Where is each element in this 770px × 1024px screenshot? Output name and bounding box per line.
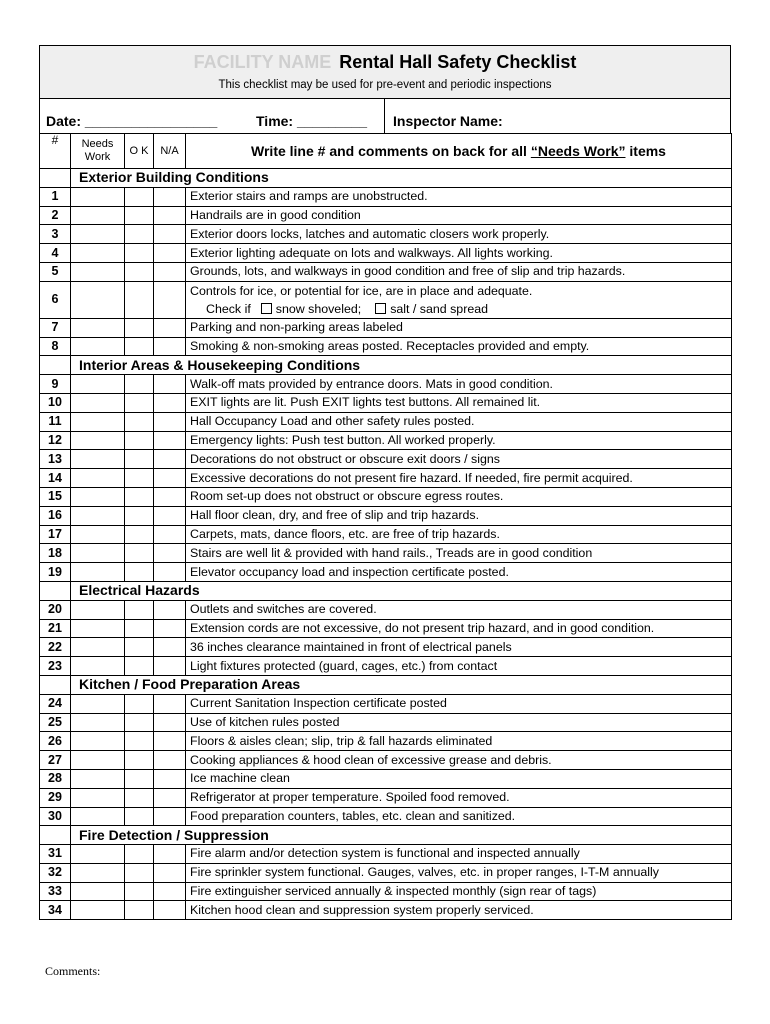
checklist-row bbox=[40, 807, 732, 826]
checklist-row bbox=[40, 845, 732, 864]
line-number: 24 bbox=[40, 694, 71, 713]
needs-work-checkbox-cell[interactable] bbox=[71, 863, 125, 882]
col-na-header: N/A bbox=[154, 134, 186, 169]
checklist-row bbox=[40, 769, 732, 788]
needs-work-checkbox-cell[interactable] bbox=[71, 807, 125, 826]
checklist-row bbox=[40, 244, 732, 263]
na-checkbox-cell[interactable] bbox=[154, 751, 186, 770]
na-checkbox-cell[interactable] bbox=[154, 225, 186, 244]
section-title: Interior Areas & Housekeeping Conditions bbox=[71, 356, 732, 375]
line-number: 6 bbox=[40, 281, 71, 318]
checklist-row bbox=[40, 375, 732, 394]
needs-work-checkbox-cell[interactable] bbox=[71, 375, 125, 394]
checklist-item-text: Fire alarm and/or detection system is functional and inspected annually bbox=[186, 845, 732, 864]
na-checkbox-cell[interactable] bbox=[154, 393, 186, 412]
checklist-title: Rental Hall Safety Checklist bbox=[339, 52, 577, 72]
na-checkbox-cell[interactable] bbox=[154, 506, 186, 525]
needs-work-checkbox-cell[interactable] bbox=[71, 901, 125, 920]
checklist-item-text: Room set-up does not obstruct or obscure egress routes. bbox=[186, 487, 732, 506]
line-number: 2 bbox=[40, 206, 71, 225]
checklist-item-text: Current Sanitation Inspection certificate posted bbox=[186, 694, 732, 713]
ok-checkbox-cell[interactable] bbox=[125, 732, 154, 751]
needs-work-checkbox-cell[interactable] bbox=[71, 206, 125, 225]
ok-checkbox-cell[interactable] bbox=[125, 845, 154, 864]
needs-work-checkbox-cell[interactable] bbox=[71, 244, 125, 263]
needs-work-checkbox-cell[interactable] bbox=[71, 769, 125, 788]
needs-work-checkbox-cell[interactable] bbox=[71, 694, 125, 713]
checklist-row bbox=[40, 318, 732, 337]
line-number: 3 bbox=[40, 225, 71, 244]
checklist-row bbox=[40, 225, 732, 244]
checklist-row bbox=[40, 544, 732, 563]
date-field[interactable]: Date: _________________ bbox=[46, 113, 218, 129]
na-checkbox-cell[interactable] bbox=[154, 713, 186, 732]
line-number: 1 bbox=[40, 187, 71, 206]
line-number: 4 bbox=[40, 244, 71, 263]
checklist-item-text: Carpets, mats, dance floors, etc. are free of trip hazards. bbox=[186, 525, 732, 544]
na-checkbox-cell[interactable] bbox=[154, 318, 186, 337]
line-number: 17 bbox=[40, 525, 71, 544]
na-checkbox-cell[interactable] bbox=[154, 262, 186, 281]
col-needs-work-header: Needs Work bbox=[71, 134, 125, 169]
needs-work-checkbox-cell[interactable] bbox=[71, 487, 125, 506]
column-header-row bbox=[40, 134, 732, 169]
line-number: 26 bbox=[40, 732, 71, 751]
ok-checkbox-cell[interactable] bbox=[125, 469, 154, 488]
section-number-cell bbox=[40, 826, 71, 845]
checklist-item-text: Emergency lights: Push test button. All worked properly. bbox=[186, 431, 732, 450]
ok-checkbox-cell[interactable] bbox=[125, 450, 154, 469]
na-checkbox-cell[interactable] bbox=[154, 281, 186, 318]
section-header bbox=[40, 675, 732, 694]
checklist-row bbox=[40, 751, 732, 770]
line-number: 7 bbox=[40, 318, 71, 337]
checklist-row bbox=[40, 281, 732, 318]
checklist-row bbox=[40, 657, 732, 676]
checklist-item-text: Parking and non-parking areas labeled bbox=[186, 318, 732, 337]
checklist-row bbox=[40, 732, 732, 751]
salt-sand-label: salt / sand spread bbox=[390, 301, 488, 316]
checklist-row bbox=[40, 525, 732, 544]
checklist-item-text: Excessive decorations do not present fire hazard. If needed, fire permit acquired. bbox=[186, 469, 732, 488]
needs-work-checkbox-cell[interactable] bbox=[71, 713, 125, 732]
na-checkbox-cell[interactable] bbox=[154, 469, 186, 488]
line-number: 22 bbox=[40, 638, 71, 657]
na-checkbox-cell[interactable] bbox=[154, 450, 186, 469]
checklist-row bbox=[40, 694, 732, 713]
checklist-item-text: Fire sprinkler system functional. Gauges, valves, etc. in proper ranges, I-T-M annually bbox=[186, 863, 732, 882]
checklist-row bbox=[40, 882, 732, 901]
ok-checkbox-cell[interactable] bbox=[125, 393, 154, 412]
ok-checkbox-cell[interactable] bbox=[125, 863, 154, 882]
needs-work-checkbox-cell[interactable] bbox=[71, 469, 125, 488]
line-number: 13 bbox=[40, 450, 71, 469]
checklist-row bbox=[40, 412, 732, 431]
line-number: 33 bbox=[40, 882, 71, 901]
checklist-item-text: Outlets and switches are covered. bbox=[186, 600, 732, 619]
na-checkbox-cell[interactable] bbox=[154, 638, 186, 657]
section-title: Fire Detection / Suppression bbox=[71, 826, 732, 845]
na-checkbox-cell[interactable] bbox=[154, 244, 186, 263]
section-header bbox=[40, 356, 732, 375]
na-checkbox-cell[interactable] bbox=[154, 187, 186, 206]
line-number: 8 bbox=[40, 337, 71, 356]
checklist-item-text: Walk-off mats provided by entrance doors. Mats in good condition. bbox=[186, 375, 732, 394]
needs-work-checkbox-cell[interactable] bbox=[71, 337, 125, 356]
ok-checkbox-cell[interactable] bbox=[125, 281, 154, 318]
na-checkbox-cell[interactable] bbox=[154, 769, 186, 788]
needs-work-checkbox-cell[interactable] bbox=[71, 525, 125, 544]
checklist-item-text bbox=[186, 281, 732, 318]
ok-checkbox-cell[interactable] bbox=[125, 807, 154, 826]
ok-checkbox-cell[interactable] bbox=[125, 788, 154, 807]
line-number: 11 bbox=[40, 412, 71, 431]
ok-checkbox-cell[interactable] bbox=[125, 318, 154, 337]
checklist-item-text: Floors & aisles clean; slip, trip & fall hazards eliminated bbox=[186, 732, 732, 751]
snow-shoveled-checkbox[interactable] bbox=[261, 303, 272, 314]
checklist-item-text: Light fixtures protected (guard, cages, etc.) from contact bbox=[186, 657, 732, 676]
needs-work-checkbox-cell[interactable] bbox=[71, 600, 125, 619]
ok-checkbox-cell[interactable] bbox=[125, 563, 154, 582]
ok-checkbox-cell[interactable] bbox=[125, 544, 154, 563]
checklist-row bbox=[40, 600, 732, 619]
ok-checkbox-cell[interactable] bbox=[125, 657, 154, 676]
checklist-row bbox=[40, 206, 732, 225]
checklist-row bbox=[40, 187, 732, 206]
section-title: Exterior Building Conditions bbox=[71, 169, 732, 188]
checklist-item-text: Refrigerator at proper temperature. Spoiled food removed. bbox=[186, 788, 732, 807]
line-number: 19 bbox=[40, 563, 71, 582]
na-checkbox-cell[interactable] bbox=[154, 525, 186, 544]
checklist-row bbox=[40, 563, 732, 582]
ok-checkbox-cell[interactable] bbox=[125, 882, 154, 901]
checklist-row bbox=[40, 863, 732, 882]
needs-work-checkbox-cell[interactable] bbox=[71, 563, 125, 582]
needs-work-checkbox-cell[interactable] bbox=[71, 845, 125, 864]
checklist-item-text: Kitchen hood clean and suppression system properly serviced. bbox=[186, 901, 732, 920]
na-checkbox-cell[interactable] bbox=[154, 337, 186, 356]
ok-checkbox-cell[interactable] bbox=[125, 751, 154, 770]
checklist-row bbox=[40, 487, 732, 506]
na-checkbox-cell[interactable] bbox=[154, 863, 186, 882]
line-number: 32 bbox=[40, 863, 71, 882]
ok-checkbox-cell[interactable] bbox=[125, 713, 154, 732]
ok-checkbox-cell[interactable] bbox=[125, 262, 154, 281]
na-checkbox-cell[interactable] bbox=[154, 882, 186, 901]
checklist-item-text: EXIT lights are lit. Push EXIT lights test buttons. All remained lit. bbox=[186, 393, 732, 412]
needs-work-checkbox-cell[interactable] bbox=[71, 412, 125, 431]
checklist-row bbox=[40, 713, 732, 732]
na-checkbox-cell[interactable] bbox=[154, 206, 186, 225]
needs-work-emphasis: “Needs Work” bbox=[530, 142, 626, 159]
needs-work-checkbox-cell[interactable] bbox=[71, 318, 125, 337]
needs-work-checkbox-cell[interactable] bbox=[71, 506, 125, 525]
line-number: 12 bbox=[40, 431, 71, 450]
needs-work-checkbox-cell[interactable] bbox=[71, 450, 125, 469]
checklist-item-text: Handrails are in good condition bbox=[186, 206, 732, 225]
ok-checkbox-cell[interactable] bbox=[125, 187, 154, 206]
na-checkbox-cell[interactable] bbox=[154, 807, 186, 826]
checklist-item-text: Exterior lighting adequate on lots and walkways. All lights working. bbox=[186, 244, 732, 263]
line-number: 25 bbox=[40, 713, 71, 732]
ok-checkbox-cell[interactable] bbox=[125, 901, 154, 920]
checklist-row bbox=[40, 619, 732, 638]
checklist-row bbox=[40, 450, 732, 469]
needs-work-checkbox-cell[interactable] bbox=[71, 788, 125, 807]
instructions-text: Write line # and comments on back for all bbox=[251, 142, 531, 159]
needs-work-checkbox-cell[interactable] bbox=[71, 262, 125, 281]
ok-checkbox-cell[interactable] bbox=[125, 525, 154, 544]
needs-work-checkbox-cell[interactable] bbox=[71, 882, 125, 901]
checklist-item-text: Smoking & non-smoking areas posted. Receptacles provided and empty. bbox=[186, 337, 732, 356]
checklist-item-text: 36 inches clearance maintained in front of electrical panels bbox=[186, 638, 732, 657]
col-ok-header: O K bbox=[125, 134, 154, 169]
time-field[interactable]: Time: _________ bbox=[256, 113, 368, 129]
line-number: 15 bbox=[40, 487, 71, 506]
ok-checkbox-cell[interactable] bbox=[125, 638, 154, 657]
line-number: 29 bbox=[40, 788, 71, 807]
ok-checkbox-cell[interactable] bbox=[125, 412, 154, 431]
na-checkbox-cell[interactable] bbox=[154, 412, 186, 431]
checklist-item-text: Ice machine clean bbox=[186, 769, 732, 788]
ok-checkbox-cell[interactable] bbox=[125, 225, 154, 244]
needs-work-checkbox-cell[interactable] bbox=[71, 638, 125, 657]
line-number: 5 bbox=[40, 262, 71, 281]
checklist-row bbox=[40, 262, 732, 281]
checklist-row bbox=[40, 393, 732, 412]
section-title: Electrical Hazards bbox=[71, 581, 732, 600]
needs-work-checkbox-cell[interactable] bbox=[71, 751, 125, 770]
snow-shoveled-label: snow shoveled; bbox=[275, 301, 362, 316]
inspector-name-field[interactable]: Inspector Name: bbox=[393, 113, 503, 129]
checklist-item-text: Food preparation counters, tables, etc. clean and sanitized. bbox=[186, 807, 732, 826]
checklist-item-text: Cooking appliances & hood clean of excessive grease and debris. bbox=[186, 751, 732, 770]
na-checkbox-cell[interactable] bbox=[154, 600, 186, 619]
checklist-row bbox=[40, 788, 732, 807]
needs-work-checkbox-cell[interactable] bbox=[71, 393, 125, 412]
section-number-cell bbox=[40, 169, 71, 188]
na-checkbox-cell[interactable] bbox=[154, 375, 186, 394]
section-header bbox=[40, 581, 732, 600]
checklist-table bbox=[39, 133, 732, 920]
checklist-item-text: Exterior stairs and ramps are unobstructed. bbox=[186, 187, 732, 206]
checklist-row bbox=[40, 469, 732, 488]
na-checkbox-cell[interactable] bbox=[154, 694, 186, 713]
ok-checkbox-cell[interactable] bbox=[125, 487, 154, 506]
checklist-item-text: Stairs are well lit & provided with hand rails., Treads are in good condition bbox=[186, 544, 732, 563]
needs-work-checkbox-cell[interactable] bbox=[71, 732, 125, 751]
na-checkbox-cell[interactable] bbox=[154, 619, 186, 638]
needs-work-checkbox-cell[interactable] bbox=[71, 187, 125, 206]
checklist-row bbox=[40, 901, 732, 920]
instructions-suffix: items bbox=[625, 142, 666, 159]
section-header bbox=[40, 826, 732, 845]
comments-label: Comments: bbox=[45, 964, 101, 978]
instructions-header bbox=[186, 134, 732, 169]
na-checkbox-cell[interactable] bbox=[154, 487, 186, 506]
line-number: 30 bbox=[40, 807, 71, 826]
inspection-info-row bbox=[39, 98, 731, 133]
checklist-item-text: Fire extinguisher serviced annually & inspected monthly (sign rear of tags) bbox=[186, 882, 732, 901]
ok-checkbox-cell[interactable] bbox=[125, 375, 154, 394]
na-checkbox-cell[interactable] bbox=[154, 563, 186, 582]
line-number: 16 bbox=[40, 506, 71, 525]
section-header bbox=[40, 169, 732, 188]
page-title bbox=[40, 46, 730, 74]
checklist-item-text: Hall floor clean, dry, and free of slip and trip hazards. bbox=[186, 506, 732, 525]
needs-work-checkbox-cell[interactable] bbox=[71, 657, 125, 676]
item-line-1: Controls for ice, or potential for ice, are in place and adequate. bbox=[190, 283, 533, 298]
ok-checkbox-cell[interactable] bbox=[125, 431, 154, 450]
line-number: 28 bbox=[40, 769, 71, 788]
needs-work-checkbox-cell[interactable] bbox=[71, 225, 125, 244]
section-title: Kitchen / Food Preparation Areas bbox=[71, 675, 732, 694]
checklist-header bbox=[39, 45, 731, 98]
line-number: 34 bbox=[40, 901, 71, 920]
line-number: 10 bbox=[40, 393, 71, 412]
line-number: 9 bbox=[40, 375, 71, 394]
checklist-item-text: Use of kitchen rules posted bbox=[186, 713, 732, 732]
section-number-cell bbox=[40, 675, 71, 694]
checklist-item-text: Grounds, lots, and walkways in good condition and free of slip and trip hazards. bbox=[186, 262, 732, 281]
ok-checkbox-cell[interactable] bbox=[125, 769, 154, 788]
line-number: 18 bbox=[40, 544, 71, 563]
section-number-cell bbox=[40, 581, 71, 600]
ok-checkbox-cell[interactable] bbox=[125, 244, 154, 263]
na-checkbox-cell[interactable] bbox=[154, 732, 186, 751]
ok-checkbox-cell[interactable] bbox=[125, 619, 154, 638]
needs-work-checkbox-cell[interactable] bbox=[71, 619, 125, 638]
ok-checkbox-cell[interactable] bbox=[125, 337, 154, 356]
na-checkbox-cell[interactable] bbox=[154, 845, 186, 864]
ok-checkbox-cell[interactable] bbox=[125, 600, 154, 619]
ok-checkbox-cell[interactable] bbox=[125, 206, 154, 225]
line-number: 23 bbox=[40, 657, 71, 676]
ok-checkbox-cell[interactable] bbox=[125, 694, 154, 713]
line-number: 20 bbox=[40, 600, 71, 619]
check-if-label: Check if bbox=[206, 301, 251, 316]
checklist-item-text: Elevator occupancy load and inspection certificate posted. bbox=[186, 563, 732, 582]
date-time-cell bbox=[40, 99, 385, 133]
item-line-2 bbox=[190, 300, 731, 318]
col-number-header: # bbox=[40, 134, 71, 169]
salt-sand-checkbox[interactable] bbox=[375, 303, 386, 314]
na-checkbox-cell[interactable] bbox=[154, 788, 186, 807]
checklist-item-text: Hall Occupancy Load and other safety rules posted. bbox=[186, 412, 732, 431]
line-number: 27 bbox=[40, 751, 71, 770]
line-number: 21 bbox=[40, 619, 71, 638]
line-number: 14 bbox=[40, 469, 71, 488]
checklist-row bbox=[40, 337, 732, 356]
na-checkbox-cell[interactable] bbox=[154, 901, 186, 920]
na-checkbox-cell[interactable] bbox=[154, 431, 186, 450]
checklist-item-text: Decorations do not obstruct or obscure exit doors / signs bbox=[186, 450, 732, 469]
needs-work-checkbox-cell[interactable] bbox=[71, 544, 125, 563]
checklist-row bbox=[40, 431, 732, 450]
needs-work-checkbox-cell[interactable] bbox=[71, 281, 125, 318]
checklist-row bbox=[40, 638, 732, 657]
needs-work-checkbox-cell[interactable] bbox=[71, 431, 125, 450]
facility-name: FACILITY NAME bbox=[193, 52, 332, 72]
na-checkbox-cell[interactable] bbox=[154, 544, 186, 563]
line-number: 31 bbox=[40, 845, 71, 864]
ok-checkbox-cell[interactable] bbox=[125, 506, 154, 525]
checklist-row bbox=[40, 506, 732, 525]
na-checkbox-cell[interactable] bbox=[154, 657, 186, 676]
checklist-subtitle: This checklist may be used for pre-event and periodic inspections bbox=[218, 79, 552, 91]
checklist-item-text: Extension cords are not excessive, do not present trip hazard, and in good condition. bbox=[186, 619, 732, 638]
checklist-item-text: Exterior doors locks, latches and automatic closers work properly. bbox=[186, 225, 732, 244]
section-number-cell bbox=[40, 356, 71, 375]
checklist-sheet bbox=[39, 45, 731, 920]
